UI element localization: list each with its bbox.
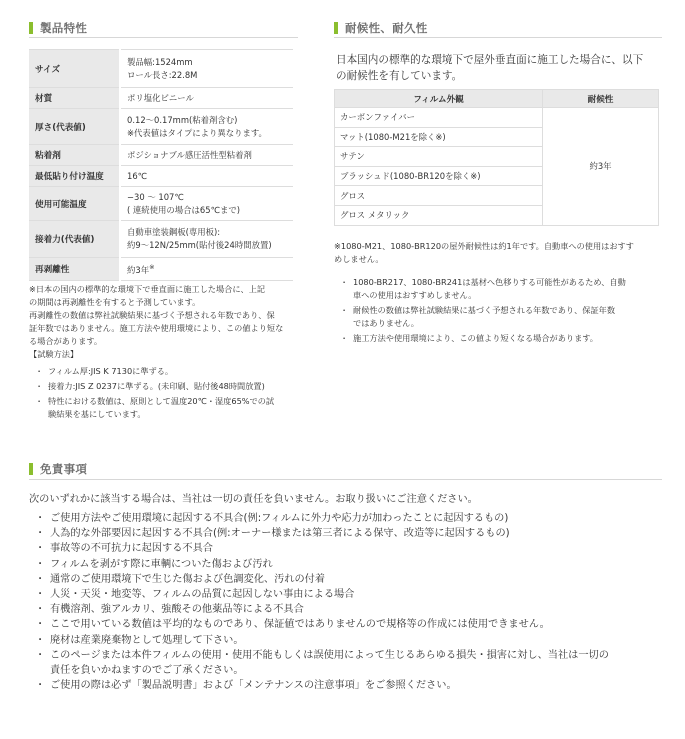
spec-label: 材質 <box>29 88 120 109</box>
list-item <box>37 365 299 378</box>
list-item-text: 責任を負いかねますのでご了承ください。 <box>50 665 244 677</box>
list-item <box>342 304 664 330</box>
spec-value <box>120 221 293 258</box>
spec-heading-text: 製品特性 <box>40 20 88 35</box>
table-header-row <box>335 90 659 108</box>
list-item <box>38 511 678 526</box>
spec-row <box>29 109 293 145</box>
film-cell: カーボンファイバー <box>335 108 543 128</box>
list-item-text: 車への使用はおすすめしません。 <box>353 290 477 300</box>
table-row <box>335 108 659 128</box>
spec-row <box>29 88 293 109</box>
list-item <box>37 380 299 393</box>
list-item-text: ・ 人為的な外部要因に起因する不具合(例:オーナー様または第三者による保守、改造等に起因するもの) <box>50 528 510 540</box>
list-item <box>38 572 678 587</box>
spec-label: 厚さ(代表値) <box>29 109 120 145</box>
list-item <box>38 541 678 556</box>
list-item-text: ・ 人災・天災・地変等、フィルムの品質に起因しない事由による場合 <box>50 589 355 601</box>
spec-label: 再剥離性 <box>29 258 120 281</box>
disclaimer-heading-rule <box>29 479 662 480</box>
spec-label: 最低貼り付け温度 <box>29 166 120 187</box>
list-item <box>38 526 678 541</box>
list-item-text: ・ 施工方法や使用環境により、この値より短くなる場合があります。 <box>353 333 598 343</box>
spec-value-line: 約3年 <box>127 264 150 275</box>
spec-value-line: 製品幅:1524mm <box>127 56 193 67</box>
film-cell: サテン <box>335 147 543 167</box>
list-item <box>38 587 678 602</box>
weather-heading <box>334 20 428 35</box>
spec-row <box>29 145 293 166</box>
list-item <box>38 617 678 632</box>
spec-value-line: ロール長さ:22.8M <box>127 69 198 80</box>
weather-note <box>334 240 664 266</box>
list-item <box>38 633 678 648</box>
list-item-text: ・ このページまたは本件フィルムの使用・使用不能もしくは誤使用によって生じるあらゆる損失・損害に対し、当社は一切の <box>50 649 609 661</box>
list-item <box>38 602 678 617</box>
film-cell: ブラッシュド(1080-BR120を除く※) <box>335 166 543 186</box>
spec-row <box>29 187 293 221</box>
col-film-header: フィルム外観 <box>335 90 543 108</box>
spec-value <box>120 258 293 281</box>
weather-list <box>342 276 664 345</box>
intro-line: 日本国内の標準的な環境下で屋外垂直面に施工した場合に、以下 <box>336 54 644 66</box>
disclaimer-heading-text: 免責事項 <box>40 461 88 476</box>
weather-heading-rule <box>334 37 662 38</box>
list-item-text: ・ 1080-BR217、1080-BR241は基材へ色移りする可能性があるため、自動 <box>353 277 626 287</box>
spec-table <box>29 49 293 281</box>
spec-value-line: 16℃ <box>127 170 148 181</box>
list-item-text: ではありません。 <box>353 318 419 328</box>
list-item <box>38 678 678 693</box>
test-method-heading: 【試験方法】 <box>29 349 79 359</box>
note-line: 再剥離性の数値は弊社試験結果に基づく予想される年数であり、保 <box>29 310 275 320</box>
spec-value-line: 0.12〜0.17mm(粘着剤含む) <box>127 114 238 125</box>
list-item-text: ・ 廃材は産業廃棄物として処理して下さい。 <box>50 634 244 646</box>
spec-label: サイズ <box>29 50 120 88</box>
list-item-text: ・ 特性における数値は、原則として温度20℃・湿度65%での試 <box>48 396 275 406</box>
spec-row <box>29 221 293 258</box>
note-line: の期間は再剥離性を有すると予測しています。 <box>29 297 201 307</box>
list-item-text: ・ ご使用の際は必ず「製品説明書」および「メンテナンスの注意事項」をご参照ください。 <box>50 680 457 692</box>
spec-row <box>29 166 293 187</box>
list-item-text: ・ ここで用いている数値は平均的なものであり、保証値ではありませんので規格等の作成には使用できません。 <box>50 619 550 631</box>
spec-value-line: ※代表値はタイプにより異なります。 <box>127 127 267 138</box>
spec-value <box>120 50 293 88</box>
spec-value-line: ( 連続使用の場合は65℃まで) <box>127 204 241 215</box>
spec-heading-rule <box>29 37 298 38</box>
list-item-text: ・ 有機溶剤、強アルカリ、強酸その他薬品等による不具合 <box>50 604 304 616</box>
disclaimer-lead: 次のいずれかに該当する場合は、当社は一切の責任を負いません。お取り扱いにご注意ください。 <box>29 494 478 505</box>
note-line: る場合があります。 <box>29 336 103 346</box>
spec-value-line: −30 〜 107℃ <box>127 191 184 202</box>
note-line: ※日本の国内の標準的な環境下で垂直面に施工した場合に、上記 <box>29 284 266 294</box>
duration-cell: 約3年 <box>543 108 659 226</box>
list-item-text: ・ フィルムを剥がす際に車輌についた傷および汚れ <box>50 558 273 570</box>
spec-value <box>120 187 293 221</box>
spec-value-line: 自動車塗装鋼板(専用板): <box>127 227 221 237</box>
spec-value-line: 約9〜12N/25mm(貼付後24時間放置) <box>127 240 272 250</box>
weather-intro <box>336 52 664 84</box>
weather-heading-text: 耐候性、耐久性 <box>345 20 428 35</box>
spec-value <box>120 109 293 145</box>
spec-value <box>120 145 293 166</box>
spec-heading <box>29 20 87 35</box>
list-item <box>38 557 678 572</box>
list-item-text: ・ ご使用方法やご使用環境に起因する不具合(例:フィルムに外力や応力が加わったことに起因するもの) <box>50 513 509 524</box>
film-cell: マット(1080-M21を除く※) <box>335 127 543 147</box>
intro-line: の耐候性を有しています。 <box>336 70 463 82</box>
spec-note <box>29 283 299 361</box>
spec-row <box>29 258 293 281</box>
list-item-text: ・ 耐候性の数値は弊社試験結果に基づく予想される年数であり、保証年数 <box>353 305 616 315</box>
heading-marker <box>29 463 33 475</box>
heading-marker <box>334 22 338 34</box>
film-cell: グロス メタリック <box>335 205 543 225</box>
note-line: めしません。 <box>334 254 384 264</box>
disclaimer-heading <box>29 461 87 476</box>
spec-footnote-mark: ※ <box>149 263 155 271</box>
list-item-text: ・ 事故等の不可抗力に起因する不具合 <box>50 543 213 555</box>
disclaimer-list <box>38 511 678 693</box>
heading-marker <box>29 22 33 34</box>
list-item <box>37 395 299 421</box>
list-item-text: 験結果を基にしています。 <box>48 409 146 419</box>
spec-value-line: ポジショナブル感圧活性型粘着剤 <box>127 149 252 160</box>
spec-label: 粘着剤 <box>29 145 120 166</box>
list-item-text: ・ フィルム厚:JIS K 7130に準ずる。 <box>48 366 174 376</box>
note-line: 証年数ではありません。施工方法や使用環境により、この値より短な <box>29 323 284 333</box>
note-line: ※1080-M21、1080-BR120の屋外耐候性は約1年です。自動車への使用はおすす <box>334 241 634 251</box>
weather-table <box>334 89 659 226</box>
list-item <box>342 332 664 345</box>
spec-row <box>29 50 293 88</box>
spec-value-line: ポリ塩化ビニール <box>127 92 194 103</box>
list-item-text: ・ 接着力:JIS Z 0237に準ずる。(未印刷、貼付後48時間放置) <box>48 381 265 391</box>
col-duration-header: 耐候性 <box>543 90 659 108</box>
spec-value <box>120 88 293 109</box>
spec-value <box>120 166 293 187</box>
spec-label: 接着力(代表値) <box>29 221 120 258</box>
spec-label: 使用可能温度 <box>29 187 120 221</box>
test-method-list <box>37 365 299 421</box>
film-cell: グロス <box>335 186 543 206</box>
list-item <box>38 648 678 678</box>
list-item-text: ・ 通常のご使用環境下で生じた傷および色調変化、汚れの付着 <box>50 573 326 585</box>
list-item <box>342 276 664 302</box>
